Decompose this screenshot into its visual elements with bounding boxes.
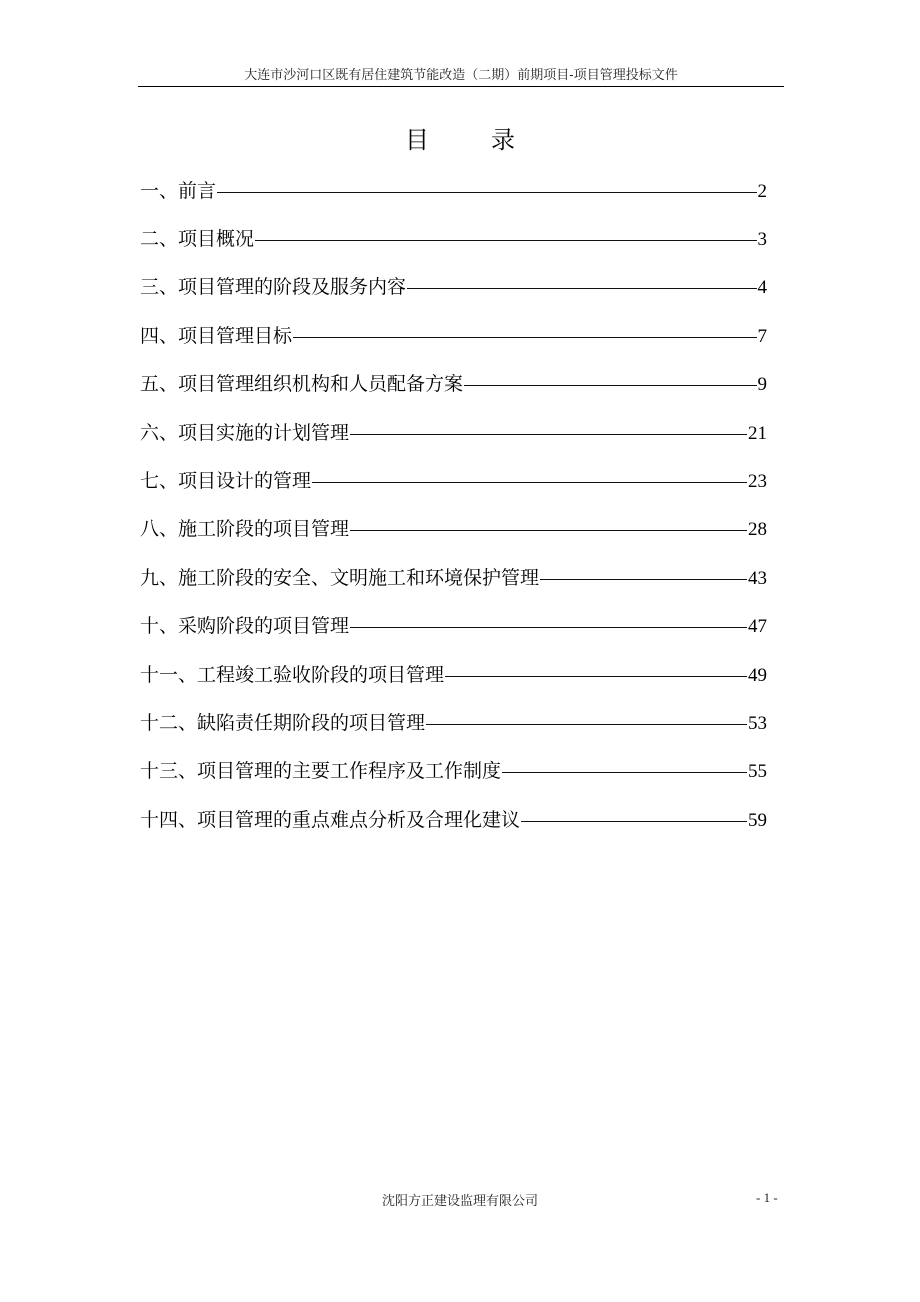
toc-entry-label: 四、项目管理目标: [140, 324, 293, 347]
toc-entry-page: 2: [757, 180, 767, 202]
toc-entry-page: 21: [748, 422, 767, 444]
toc-entry-page: 7: [757, 325, 767, 347]
toc-entry[interactable]: [140, 312, 767, 360]
toc-leader-line: [445, 676, 747, 677]
toc-entry-page: 4: [757, 277, 767, 299]
toc-entry[interactable]: [140, 215, 767, 263]
toc-entry[interactable]: [140, 264, 767, 312]
toc-leader-line: [502, 772, 747, 773]
toc-entry-page: 43: [748, 567, 767, 589]
toc-entry[interactable]: [140, 603, 767, 651]
toc-entry[interactable]: [140, 748, 767, 796]
toc-entry[interactable]: [140, 554, 767, 602]
toc-leader-line: [350, 530, 747, 531]
toc-entry[interactable]: [140, 361, 767, 409]
toc-leader-line: [350, 627, 747, 628]
toc-title-right: 录: [491, 126, 515, 154]
toc-entry-page: 9: [757, 374, 767, 396]
footer-company-name: 沈阳方正建设监理有限公司: [381, 1194, 538, 1209]
toc-leader-line: [293, 337, 756, 338]
toc-leader-line: [521, 821, 747, 822]
toc-leader-line: [540, 579, 747, 580]
toc-entry[interactable]: [140, 409, 767, 457]
toc-entry[interactable]: [140, 699, 767, 747]
toc-leader-line: [350, 434, 747, 435]
toc-entry-page: 47: [748, 616, 767, 638]
toc-leader-line: [255, 240, 756, 241]
toc-entry-page: 3: [757, 229, 767, 251]
toc-leader-line: [407, 288, 756, 289]
toc-leader-line: [426, 724, 747, 725]
page-header: 大连市沙河口区既有居住建筑节能改造（二期）前期项目-项目管理投标文件: [244, 68, 678, 83]
toc-entry-label: 九、施工阶段的安全、文明施工和环境保护管理: [140, 566, 540, 589]
toc-leader-line: [464, 385, 756, 386]
toc-title: [0, 120, 920, 155]
toc-entry-page: 23: [748, 471, 767, 493]
toc-entry[interactable]: [140, 457, 767, 505]
toc-entry-label: 五、项目管理组织机构和人员配备方案: [140, 373, 464, 396]
toc-entry-label: 一、前言: [140, 179, 217, 202]
toc-entry[interactable]: [140, 167, 767, 215]
toc-entry-label: 六、项目实施的计划管理: [140, 421, 350, 444]
header-divider: [138, 86, 784, 87]
footer-page-number: - 1 -: [756, 1190, 778, 1205]
toc-entry-page: 59: [748, 809, 767, 831]
toc-entry-label: 八、施工阶段的项目管理: [140, 518, 350, 541]
toc-entry-label: 十、采购阶段的项目管理: [140, 615, 350, 638]
toc-entry-label: 十一、工程竣工验收阶段的项目管理: [140, 663, 445, 686]
toc-entry-page: 28: [748, 519, 767, 541]
toc-entry[interactable]: [140, 651, 767, 699]
table-of-contents: [140, 167, 767, 844]
toc-entry-label: 十二、缺陷责任期阶段的项目管理: [140, 711, 426, 734]
toc-entry-label: 十四、项目管理的重点难点分析及合理化建议: [140, 808, 521, 831]
toc-entry[interactable]: [140, 796, 767, 844]
toc-entry-page: 49: [748, 664, 767, 686]
toc-title-left: 目: [405, 126, 429, 154]
toc-entry-label: 十三、项目管理的主要工作程序及工作制度: [140, 760, 502, 783]
toc-entry-label: 二、项目概况: [140, 228, 255, 251]
toc-leader-line: [312, 482, 747, 483]
toc-entry-label: 七、项目设计的管理: [140, 470, 312, 493]
toc-entry-page: 53: [748, 712, 767, 734]
toc-entry-page: 55: [748, 761, 767, 783]
toc-leader-line: [217, 192, 756, 193]
toc-entry-label: 三、项目管理的阶段及服务内容: [140, 276, 407, 299]
toc-entry[interactable]: [140, 506, 767, 554]
